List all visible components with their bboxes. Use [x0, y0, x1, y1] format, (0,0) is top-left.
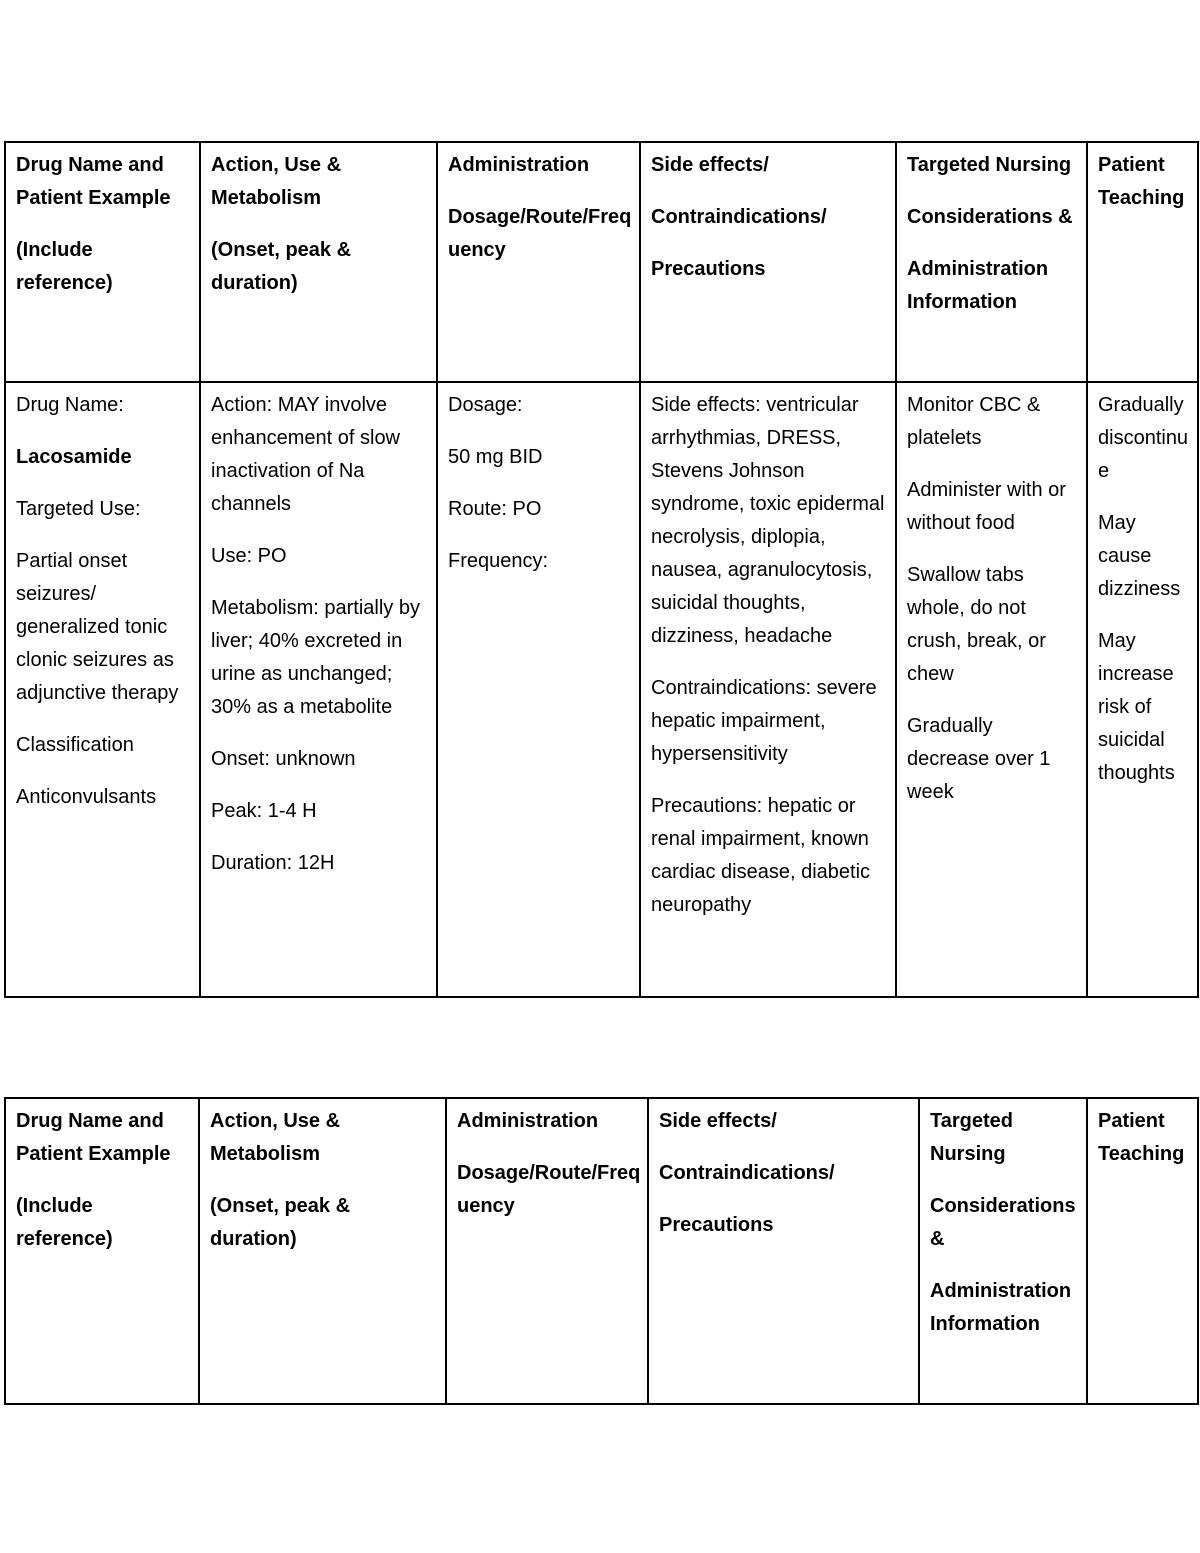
nursing-item: Gradually decrease over 1 week	[907, 715, 1051, 803]
header-text: Action, Use & Metabolism	[211, 154, 342, 209]
header-text: Drug Name and Patient Example	[16, 1110, 171, 1165]
cell-drug-name	[5, 382, 200, 997]
header-nursing	[919, 1098, 1087, 1404]
dosage-label: Dosage:	[448, 394, 523, 416]
duration-text: Duration: 12H	[211, 852, 335, 874]
contraindications-text: Contraindications: severe hepatic impairment, hypersensitivity	[651, 677, 877, 765]
header-text: Dosage/Route/Frequency	[457, 1162, 641, 1217]
cell-nursing	[896, 382, 1087, 997]
teaching-item: May increase risk of suicidal thoughts	[1098, 630, 1175, 784]
route-text: Route: PO	[448, 498, 542, 520]
header-text: Action, Use & Metabolism	[210, 1110, 341, 1165]
nursing-item: Swallow tabs whole, do not crush, break, or chew	[907, 564, 1046, 685]
header-text: Administration Information	[907, 258, 1049, 313]
header-text: Targeted Nursing	[930, 1110, 1013, 1165]
teaching-item: May cause dizziness	[1098, 512, 1181, 600]
header-text: Patient Teaching	[1098, 1110, 1185, 1165]
header-drug-name	[5, 142, 200, 382]
nursing-item: Administer with or without food	[907, 479, 1066, 534]
header-teaching	[1087, 142, 1198, 382]
teaching-item: Gradually discontinue	[1098, 394, 1189, 482]
classification: Anticonvulsants	[16, 786, 157, 808]
header-text: Drug Name and Patient Example	[16, 154, 171, 209]
header-action	[200, 142, 437, 382]
cell-teaching	[1087, 382, 1198, 997]
peak-text: Peak: 1-4 H	[211, 800, 317, 822]
side-effects-text: Side effects: ventricular arrhythmias, DRESS, Stevens Johnson syndrome, toxic epidermal necrolysis, diplopia, nausea, agranulocytosis, suicidal thoughts, dizziness, headache	[651, 394, 885, 647]
header-text: (Include reference)	[16, 239, 113, 294]
targeted-use: Partial onset seizures/ generalized tonic clonic seizures as adjunctive therapy	[16, 550, 179, 704]
classification-label: Classification	[16, 734, 134, 756]
header-text: Side effects/	[651, 154, 769, 176]
header-drug-name	[5, 1098, 199, 1404]
nursing-item: Monitor CBC & platelets	[907, 394, 1041, 449]
header-row	[5, 1098, 1198, 1404]
header-text: Precautions	[651, 258, 766, 280]
targeted-use-label: Targeted Use:	[16, 498, 141, 520]
header-administration	[437, 142, 640, 382]
cell-administration	[437, 382, 640, 997]
header-text: Administration	[457, 1110, 599, 1132]
header-text: Dosage/Route/Frequency	[448, 206, 632, 261]
onset-text: Onset: unknown	[211, 748, 356, 770]
header-action	[199, 1098, 446, 1404]
header-text: (Onset, peak & duration)	[211, 239, 352, 294]
header-teaching	[1087, 1098, 1198, 1404]
frequency-text: Frequency:	[448, 550, 549, 572]
header-text: Considerations &	[907, 206, 1073, 228]
header-text: Contraindications/	[659, 1162, 835, 1184]
precautions-text: Precautions: hepatic or renal impairment, known cardiac disease, diabetic neuropathy	[651, 795, 871, 916]
drug-row	[5, 382, 1198, 997]
use-text: Use: PO	[211, 545, 287, 567]
drug-card-table-1	[4, 141, 1199, 998]
header-text: Administration	[448, 154, 590, 176]
header-text: Administration Information	[930, 1280, 1072, 1335]
header-text: Side effects/	[659, 1110, 777, 1132]
header-text: Targeted Nursing	[907, 154, 1072, 176]
header-row	[5, 142, 1198, 382]
header-text: Patient Teaching	[1098, 154, 1185, 209]
header-side-effects	[640, 142, 896, 382]
cell-side-effects	[640, 382, 896, 997]
dosage-value: 50 mg BID	[448, 446, 543, 468]
header-text: Considerations &	[930, 1195, 1076, 1250]
header-administration	[446, 1098, 648, 1404]
drug-name: Lacosamide	[16, 446, 132, 468]
header-nursing	[896, 142, 1087, 382]
header-side-effects	[648, 1098, 919, 1404]
header-text: (Onset, peak & duration)	[210, 1195, 351, 1250]
header-text: Contraindications/	[651, 206, 827, 228]
header-text: (Include reference)	[16, 1195, 113, 1250]
metabolism-text: Metabolism: partially by liver; 40% excreted in urine as unchanged; 30% as a metabolite	[211, 597, 420, 718]
header-text: Precautions	[659, 1214, 774, 1236]
cell-action	[200, 382, 437, 997]
drug-card-table-2	[4, 1097, 1199, 1405]
action-text: Action: MAY involve enhancement of slow inactivation of Na channels	[211, 394, 401, 515]
drug-name-label: Drug Name:	[16, 394, 124, 416]
